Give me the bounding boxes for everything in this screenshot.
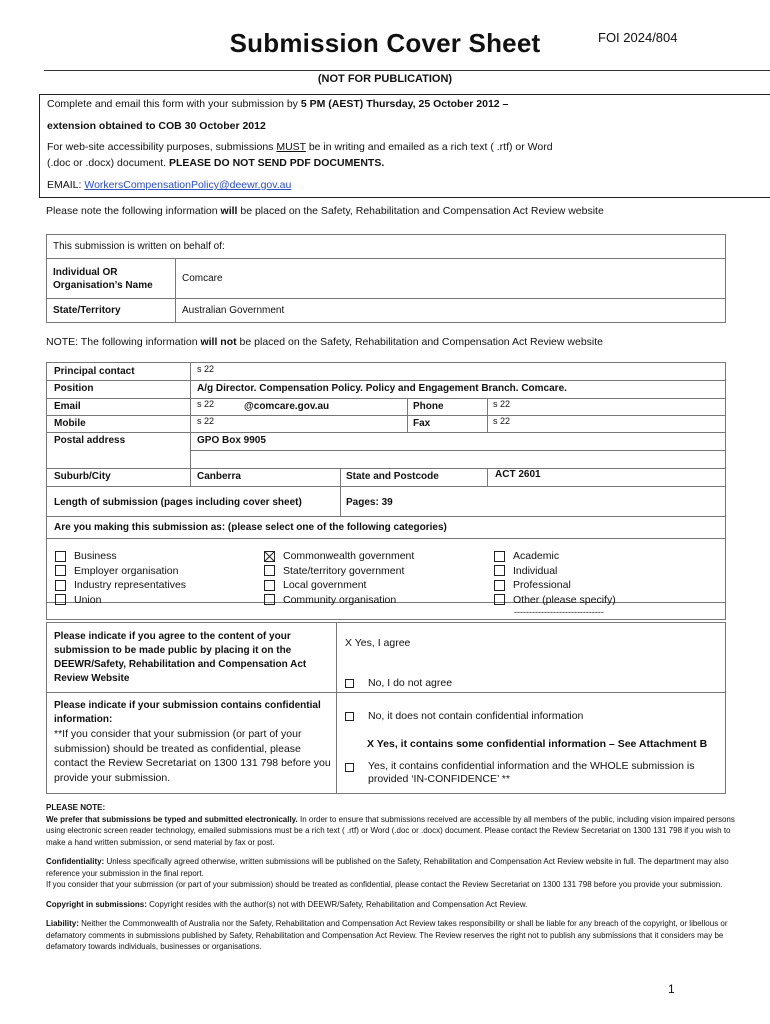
category-question: Are you making this submission as: (please select one of the following categories) <box>54 522 447 533</box>
intro-line-1-text: Complete and email this form with your submission by <box>47 98 301 110</box>
intro-line-3 <box>47 141 553 154</box>
state-value: Australian Government <box>176 299 726 323</box>
no-pdf-warning: PLEASE DO NOT SEND PDF DOCUMENTS. <box>168 157 385 169</box>
not-for-publication: (NOT FOR PUBLICATION) <box>317 73 453 85</box>
checkbox-commonwealth-checked[interactable] <box>264 551 275 562</box>
checkbox-business[interactable] <box>55 551 66 562</box>
title-rule <box>44 70 770 71</box>
position-value: A/g Director. Compensation Policy. Policy and Engagement Branch. Comcare. <box>197 383 567 394</box>
category-col-2 <box>264 549 414 607</box>
name-value: Comcare <box>176 259 726 299</box>
phone-value: s 22 <box>493 399 511 409</box>
page-title: Submission Cover Sheet <box>229 28 541 58</box>
checkbox-community[interactable] <box>264 594 275 605</box>
position-label: Position <box>54 383 94 394</box>
checkbox-professional[interactable] <box>494 580 505 591</box>
email-label: EMAIL: <box>47 179 85 191</box>
confidential-whole-checkbox[interactable] <box>345 763 354 772</box>
deadline: 5 PM (AEST) Thursday, 25 October 2012 – <box>300 98 509 110</box>
agree-no-option[interactable] <box>345 677 452 689</box>
phone-label: Phone <box>413 401 444 412</box>
note-copyright-bold: Copyright in submissions: <box>46 899 147 909</box>
confidential-whole-option[interactable] <box>345 760 720 786</box>
confidential-whole-label: Yes, it contains confidential information and the WHOLE submission is provided ‘IN-CONFIDENCE’ ** <box>368 760 695 785</box>
note-liability-bold: Liability: <box>46 919 79 928</box>
category-label: Industry representatives <box>74 579 187 591</box>
checkbox-state[interactable] <box>264 565 275 576</box>
principal-label: Principal contact <box>54 366 135 377</box>
confidential-no-checkbox[interactable] <box>345 712 354 721</box>
will-be-placed-pre: Please note the following information <box>46 205 221 217</box>
category-label: Employer organisation <box>74 564 179 577</box>
intro-line-4 <box>47 157 384 170</box>
category-label: State/territory government <box>283 564 405 577</box>
category-label: Business <box>74 550 117 562</box>
note-liability <box>46 918 746 953</box>
note-electronic-text: In order to ensure that submissions received are accessible by all members of the public, including vision impaired persons using electronic screen reader technology, emailed submissions must be a rich text ( .rtf) or Word (.doc or .docx) document. Please contact the Review Secretariat on 1300 131 798 if you wish to make a hand written submission, or send material by fax or post. <box>46 814 735 847</box>
must-emphasis: MUST <box>276 141 306 153</box>
will-emphasis: will <box>220 205 238 217</box>
mobile-value: s 22 <box>197 416 215 426</box>
category-label: Other (please specify) <box>513 593 616 606</box>
category-label: Individual <box>513 564 558 577</box>
category-label: Union <box>74 593 102 606</box>
note-confidentiality-text: Unless specifically agreed otherwise, written submissions will be published on the Safety, Rehabilitation and Compensation Act Review website in full. The department may also reference your submission in the final report. <box>46 857 729 878</box>
state-postcode-label: State and Postcode <box>346 471 439 482</box>
category-industry[interactable] <box>55 578 186 593</box>
suburb-value: Canberra <box>197 471 241 482</box>
state-label: State/Territory <box>47 299 176 323</box>
email-redaction: s 22 <box>197 399 215 409</box>
agree-no-checkbox[interactable] <box>345 679 354 688</box>
checkbox-local[interactable] <box>264 580 275 591</box>
extension-note: extension obtained to COB 30 October 2012 <box>47 120 266 132</box>
checkbox-employer[interactable] <box>55 565 66 576</box>
intro-box <box>39 94 770 198</box>
category-label: Commonwealth government <box>283 550 415 562</box>
intro-line-3-post: be in writing and emailed as a rich text ( .rtf) or Word <box>305 141 553 153</box>
principal-value: s 22 <box>197 364 215 374</box>
note-liability-text: Neither the Commonwealth of Australia nor the Safety, Rehabilitation and Compensation Act Review takes responsibility or shall be liable for any breach of the copyright, or libellous or defamatory comments in submissions published by Safety, Rehabilitation and Compensation Act Review. The Review reserves the right not to publish any submissions that it considers may be defamatory towards individuals, businesses or organisations. <box>46 919 728 951</box>
category-union[interactable] <box>55 593 186 608</box>
email-line <box>47 179 291 192</box>
confidential-question-title: Please indicate if your submission contains confidential information: <box>54 700 321 725</box>
category-col-3 <box>494 549 616 617</box>
note-confidentiality-bold: Confidentiality: <box>46 857 105 866</box>
will-not-pre: NOTE: The following information <box>46 336 201 348</box>
contact-block <box>46 362 726 620</box>
consent-block <box>46 622 726 794</box>
email-field-label: Email <box>54 401 81 412</box>
suburb-label: Suburb/City <box>54 471 111 482</box>
checkbox-individual[interactable] <box>494 565 505 576</box>
note-copyright <box>46 899 746 911</box>
category-academic[interactable] <box>494 549 616 564</box>
note-confidentiality <box>46 856 746 879</box>
mobile-label: Mobile <box>54 418 86 429</box>
name-label: Individual OR Organisation’s Name <box>47 259 176 299</box>
category-label: Academic <box>513 550 560 562</box>
note-electronic-bold: We prefer that submissions be typed and submitted electronically. <box>46 814 298 824</box>
postal-label: Postal address <box>54 435 126 446</box>
page-number: 1 <box>668 982 675 996</box>
category-label: Local government <box>283 579 367 591</box>
notes-heading: PLEASE NOTE: <box>46 803 106 812</box>
length-label: Length of submission (pages including cover sheet) <box>54 497 302 508</box>
category-professional[interactable] <box>494 578 616 593</box>
checkbox-union[interactable] <box>55 594 66 605</box>
category-business[interactable] <box>55 549 186 564</box>
will-be-placed-note <box>46 205 604 218</box>
will-be-placed-post: be placed on the Safety, Rehabilitation and Compensation Act Review website <box>237 205 604 217</box>
email-domain: @comcare.gov.au <box>244 401 330 412</box>
agree-question: Please indicate if you agree to the content of your submission to be made public by placing it on the DEEWR/Safety, Rehabilitation and Compensation Act Review Website <box>54 631 307 684</box>
category-col-1 <box>55 549 186 607</box>
confidential-some-option[interactable]: X Yes, it contains some confidential information – See Attachment B <box>367 738 708 750</box>
email-link[interactable]: WorkersCompensationPolicy@deewr.gov.au <box>84 179 292 191</box>
category-employer[interactable] <box>55 564 186 579</box>
intro-line-1 <box>47 98 508 111</box>
category-community[interactable] <box>264 593 414 608</box>
agree-yes[interactable]: X Yes, I agree <box>345 637 411 649</box>
checkbox-other[interactable] <box>494 594 505 605</box>
fax-value: s 22 <box>493 416 511 426</box>
intro-line-3-pre: For web-site accessibility purposes, submissions <box>47 141 277 153</box>
pages-value: Pages: 39 <box>346 497 393 508</box>
category-state[interactable] <box>264 564 414 579</box>
behalf-header: This submission is written on behalf of: <box>47 235 726 259</box>
confidential-question <box>54 699 332 785</box>
category-other[interactable] <box>494 593 616 608</box>
intro-line-4-pre: (.doc or .docx) document. <box>47 157 169 169</box>
note-copyright-text: Copyright resides with the author(s) not with DEEWR/Safety, Rehabilitation and Compensation Act Review. <box>146 899 528 909</box>
confidential-no-label: No, it does not contain confidential information <box>368 710 584 722</box>
postal-value: GPO Box 9905 <box>197 435 266 446</box>
confidential-question-body: **If you consider that your submission (or part of your submission) should be treated as confidential, please contact the Review Secretariat on 1300 131 798 before you provide your submission. <box>54 728 331 784</box>
category-commonwealth[interactable] <box>264 549 414 564</box>
category-individual[interactable] <box>494 564 616 579</box>
state-postcode-value: ACT 2601 <box>495 469 541 480</box>
note-electronic <box>46 814 746 849</box>
notes-section <box>46 802 746 953</box>
will-not-post: be placed on the Safety, Rehabilitation and Compensation Act Review website <box>236 336 604 348</box>
confidential-no-option[interactable] <box>345 710 583 722</box>
note-confidentiality-contact: If you consider that your submission (or part of your submission) should be treated as confidential, please contact the Review Secretariat on 1300 131 798 before you provide your submission. <box>46 880 723 889</box>
will-not-emphasis: will not <box>200 336 237 348</box>
foi-reference: FOI 2024/804 <box>598 30 678 45</box>
fax-label: Fax <box>413 418 431 429</box>
category-label: Community organisation <box>283 593 397 606</box>
agree-no-label: No, I do not agree <box>368 677 453 689</box>
behalf-table <box>46 234 726 323</box>
category-local[interactable] <box>264 578 414 593</box>
checkbox-academic[interactable] <box>494 551 505 562</box>
category-label: Professional <box>513 579 571 591</box>
checkbox-industry[interactable] <box>55 580 66 591</box>
other-specify-line[interactable]: ------------------------------ <box>514 607 604 617</box>
will-not-be-placed-note <box>46 336 603 349</box>
